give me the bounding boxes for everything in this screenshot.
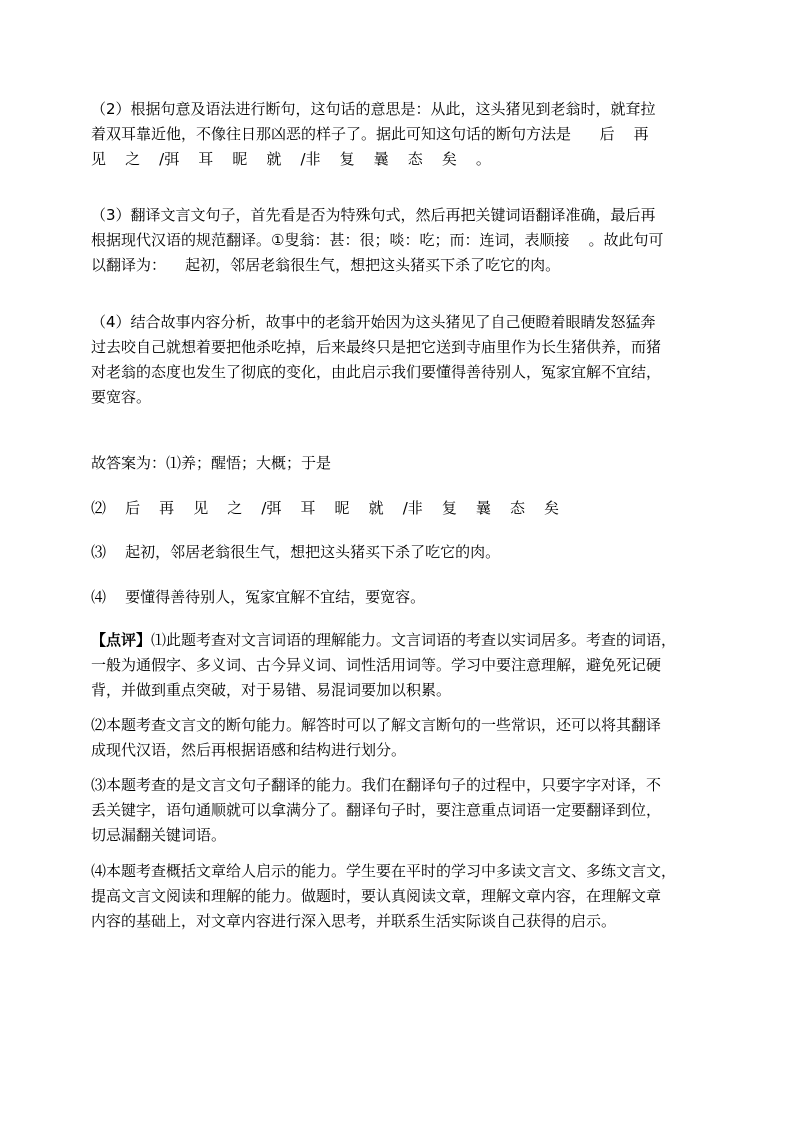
answer-line-4: ⑷ 要懂得善待别人，冤家宜解不宜结，要宽容。 — [91, 588, 426, 606]
review-p1-line-1: ⑴此题考查对文言词语的理解能力。文言词语的考查以实词居多。考查的词语， — [151, 631, 677, 649]
q4-line-2: 过去咬自己就想着要把他杀吃掉，后来最终只是把它送到寺庙里作为长生猪供养，而猪 — [91, 338, 662, 356]
review-p4-line-3: 内容的基础上，对文章内容进行深入思考，并联系生活实际谈自己获得的启示。 — [91, 912, 617, 930]
q2-line-2: 着双耳靠近他，不像往日那凶恶的样子了。据此可知这句话的断句方法是 后 再 — [91, 125, 649, 143]
answer-line-1: 故答案为：⑴养；醒悟；大概；于是 — [91, 454, 332, 472]
q4-line-1: （4）结合故事内容分析，故事中的老翁开始因为这头猪见了自己便瞪着眼睛发怒猛奔 — [91, 313, 656, 331]
q3-line-2: 根据现代汉语的规范翻译。①叟翁：甚：很；啖：吃；而：连词，表顺接 。故此句可 — [91, 231, 664, 249]
review-p2-line-1: ⑵本题考查文言文的断句能力。解答时可以了解文言断句的一些常识，还可以将其翻译 — [91, 716, 662, 734]
review-p3-line-2: 丢关键字，语句通顺就可以拿满分了。翻译句子时，要注意重点词语一定要翻译到位， — [91, 801, 662, 819]
q3-line-1: （3）翻译文言文句子，首先看是否为特殊句式，然后再把关键词语翻译准确，最后再 — [91, 206, 656, 224]
review-p4-line-2: 提高文言文阅读和理解的能力。做题时，要认真阅读文章，理解文章内容，在理解文章 — [91, 887, 662, 905]
review-p3-line-1: ⑶本题考查的是文言文句子翻译的能力。我们在翻译句子的过程中，只要字字对译，不 — [91, 776, 662, 794]
answer-line-3: ⑶ 起初，邻居老翁很生气，想把这头猪买下杀了吃它的肉。 — [91, 543, 501, 561]
q3-paragraph — [91, 203, 664, 278]
q2-paragraph — [91, 97, 656, 172]
review-p3-line-3: 切忌漏翻关键词语。 — [91, 826, 227, 844]
review-paragraph-4 — [91, 859, 676, 934]
review-p4-line-1: ⑷本题考查概括文章给人启示的能力。学生要在平时的学习中多读文言文、多练文言文， — [91, 862, 677, 880]
q4-line-4: 要宽容。 — [91, 388, 152, 406]
answer-line-2: ⑵ 后 再 见 之 /弭 耳 昵 就 /非 复 曩 态 矣 — [91, 499, 560, 517]
review-paragraph-3 — [91, 773, 661, 848]
review-p2-line-2: 成现代汉语，然后再根据语感和结构进行划分。 — [91, 741, 407, 759]
review-label: 【点评】 — [91, 631, 152, 649]
q2-line-1: （2）根据句意及语法进行断句，这句话的意思是：从此，这头猪见到老翁时，就耷拉 — [91, 100, 656, 118]
review-paragraph-1 — [91, 628, 676, 703]
review-p1-line-3: 背，并做到重点突破，对于易错、易混词要加以积累。 — [91, 681, 452, 699]
q3-line-3: 以翻译为： 起初，邻居老翁很生气，想把这头猪买下杀了吃它的肉。 — [91, 256, 561, 274]
review-paragraph-2 — [91, 713, 661, 763]
q2-line-3: 见 之 /弭 耳 昵 就 /非 复 曩 态 矣 。 — [91, 150, 491, 168]
q4-paragraph — [91, 310, 661, 410]
review-p1-line-2: 一般为通假字、多义词、古今异义词、词性活用词等。学习中要注意理解，避免死记硬 — [91, 656, 662, 674]
q4-line-3: 对老翁的态度也发生了彻底的变化，由此启示我们要懂得善待别人，冤家宜解不宜结， — [91, 363, 662, 381]
